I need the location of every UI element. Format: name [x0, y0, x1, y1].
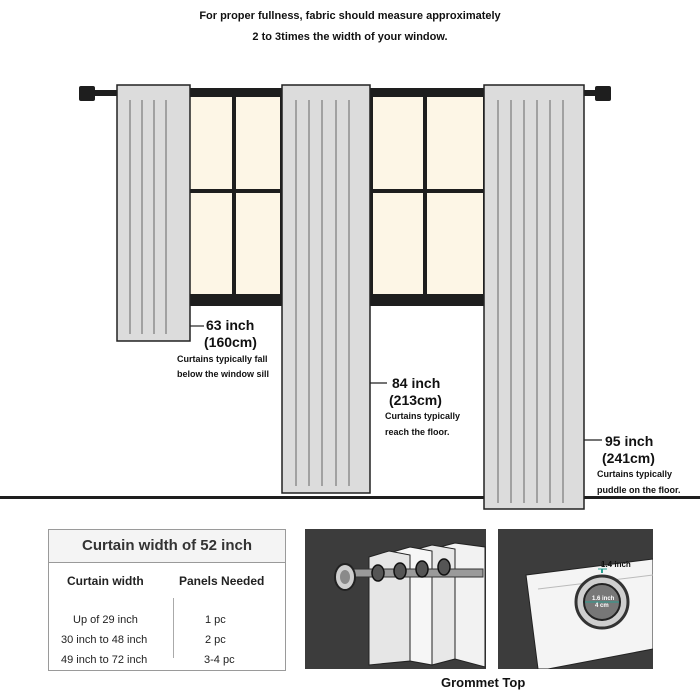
- size-95-note-2: puddle on the floor.: [597, 485, 681, 495]
- curtain-width-table: [48, 529, 286, 671]
- header-line-2: 2 to 3times the width of your window.: [252, 31, 448, 43]
- grommet-inner-label-1: 1.6 inch: [592, 596, 615, 602]
- size-95-cm: (241cm): [602, 450, 655, 466]
- table-row-1-panels: 1 pc: [205, 614, 226, 626]
- window-left: [186, 88, 286, 306]
- column-header-width: Curtain width: [67, 574, 144, 588]
- size-84-note-2: reach the floor.: [385, 427, 450, 437]
- window-right: [368, 88, 486, 306]
- size-84-note-1: Curtains typically: [385, 411, 461, 421]
- curtain-panel-63: [117, 85, 190, 341]
- curtain-panel-95: [484, 85, 584, 509]
- size-95-note-1: Curtains typically: [597, 469, 673, 479]
- size-84-inch: 84 inch: [392, 375, 441, 391]
- size-63-cm: (160cm): [204, 334, 257, 350]
- grommet-inner-label-2: 4 cm: [595, 603, 609, 609]
- size-84-cm: (213cm): [389, 392, 442, 408]
- column-divider: [173, 598, 174, 658]
- size-63-note-2: below the window sill: [177, 369, 270, 379]
- size-63-inch: 63 inch: [206, 317, 255, 333]
- size-95-inch: 95 inch: [605, 433, 654, 449]
- table-row-2-panels: 2 pc: [205, 634, 226, 646]
- table-row-3-width: 49 inch to 72 inch: [61, 654, 148, 666]
- grommet-caption: Grommet Top: [441, 675, 526, 690]
- table-title: Curtain width of 52 inch: [49, 530, 285, 563]
- header-line-1: For proper fullness, fabric should measure approximately: [199, 10, 501, 22]
- floor-line: [0, 496, 700, 499]
- curtain-panel-84: [282, 85, 370, 493]
- grommet-closeup-illustration: [498, 529, 653, 669]
- table-row-3-panels: 3-4 pc: [204, 654, 235, 666]
- table-row-2-width: 30 inch to 48 inch: [61, 634, 148, 646]
- table-row-1-width: Up of 29 inch: [73, 614, 138, 626]
- grommet-rod-illustration: [305, 529, 486, 669]
- column-header-panels: Panels Needed: [179, 574, 265, 588]
- grommet-outer-label: 1.4 inch: [601, 560, 631, 569]
- size-63-note-1: Curtains typically fall: [177, 354, 268, 364]
